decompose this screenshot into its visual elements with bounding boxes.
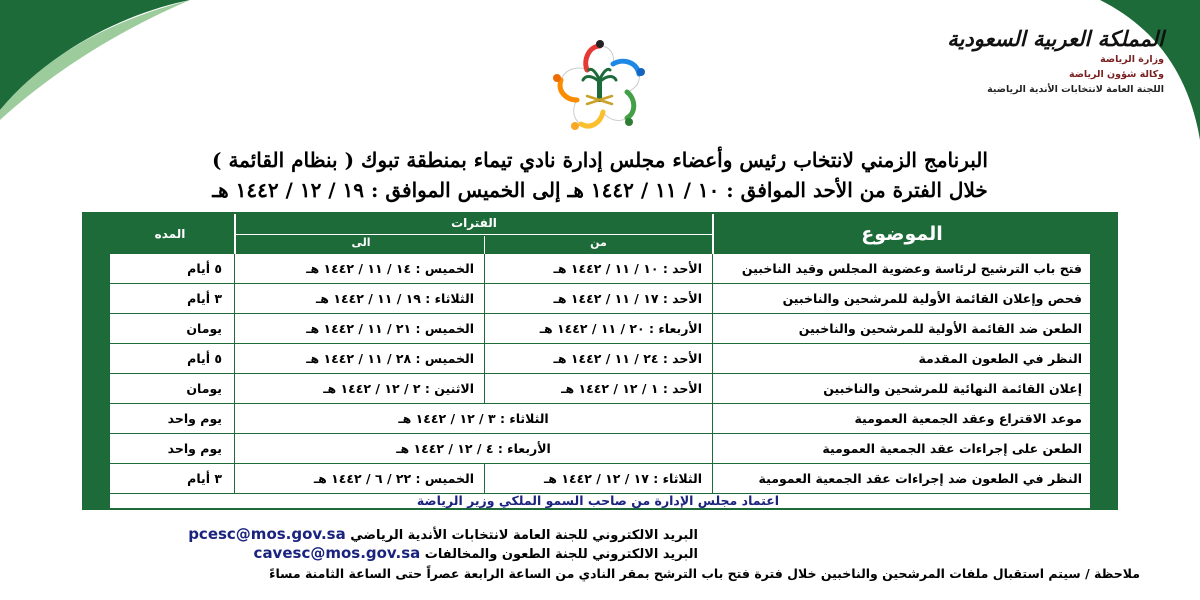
row-duration: يومان (186, 321, 222, 336)
row-duration: يوم واحد (167, 411, 222, 426)
table-row (106, 374, 1090, 404)
header-duration: المده (106, 214, 234, 254)
table-side-band-right (1090, 214, 1116, 508)
row-topic: الطعن على إجراءات عقد الجمعية العمومية (712, 434, 1090, 463)
row-topic: النظر في الطعون ضد إجراءات عقد الجمعية العمومية (712, 464, 1090, 493)
table-row (106, 284, 1090, 314)
footer-note: ملاحظة / سيتم استقبال ملفات المرشحين والناخبين خلال فترة فتح باب الترشح بمقر النادي من الساعة الرابعة عصراً حتى الساعة الثامنة مساءً (269, 566, 1140, 581)
ministry-name: وزارة الرياضة (1100, 54, 1164, 65)
row-from-date: الأربعاء : ٢٠ / ١١ / ١٤٤٢ هـ (484, 314, 712, 343)
decorative-swoosh-left (0, 0, 190, 120)
ministry-logo (545, 38, 655, 138)
schedule-title: البرنامج الزمني لانتخاب رئيس وأعضاء مجلس إدارة نادي تيماء بمنطقة تبوك ( بنظام القائمة ) (212, 148, 988, 172)
row-single-date: الأربعاء : ٤ / ١٢ / ١٤٤٢ هـ (234, 434, 712, 463)
header-periods (234, 214, 712, 254)
footer-email-line-2 (254, 544, 698, 562)
row-duration: ٥ أيام (187, 351, 222, 366)
row-topic: النظر في الطعون المقدمة (712, 344, 1090, 373)
approval-note: اعتماد مجلس الإدارة من صاحب السمو الملكي وزير الرياضة (416, 492, 780, 508)
ministry-header (934, 26, 1164, 97)
row-from-date: الثلاثاء : ١٧ / ١٢ / ١٤٤٢ هـ (484, 464, 712, 493)
row-from-date: الأحد : ٢٤ / ١١ / ١٤٤٢ هـ (484, 344, 712, 373)
header-periods-divider (236, 234, 712, 235)
row-duration: يوم واحد (167, 441, 222, 456)
row-topic: إعلان القائمة النهائية للمرشحين والناخبين (712, 374, 1090, 403)
header-to: الى (351, 236, 371, 249)
table-row (106, 314, 1090, 344)
row-to-date: الاثنين : ٢ / ١٢ / ١٤٤٢ هـ (234, 374, 484, 403)
footer-email-line-1 (188, 525, 698, 543)
row-from-date: الأحد : ١ / ١٢ / ١٤٤٢ هـ (484, 374, 712, 403)
row-topic: فتح باب الترشيح لرئاسة وعضوية المجلس وقيد الناخبين (712, 254, 1090, 283)
row-topic: موعد الاقتراع وعقد الجمعية العمومية (712, 404, 1090, 433)
row-topic: فحص وإعلان القائمة الأولية للمرشحين والناخبين (712, 284, 1090, 313)
row-from-date: الأحد : ١٧ / ١١ / ١٤٤٢ هـ (484, 284, 712, 313)
row-duration: يومان (186, 381, 222, 396)
footer-email-label-1: البريد الالكتروني للجنة العامة لانتخابات الأندية الرياضي (350, 528, 698, 543)
header-topic: الموضوع (712, 214, 1090, 254)
row-to-date: الخميس : ٢١ / ١١ / ١٤٤٢ هـ (234, 314, 484, 343)
row-duration: ٥ أيام (187, 261, 222, 276)
kingdom-name: المملكة العربية السعودية (947, 26, 1164, 51)
row-to-date: الخميس : ١٤ / ١١ / ١٤٤٢ هـ (234, 254, 484, 283)
footer-email-label-2: البريد الالكتروني للجنة الطعون والمخالفات (424, 547, 698, 562)
row-single-date: الثلاثاء : ٣ / ١٢ / ١٤٤٢ هـ (234, 404, 712, 433)
agency-name: وكالة شؤون الرياضة (1068, 69, 1164, 80)
schedule-table (82, 212, 1118, 510)
table-row (106, 344, 1090, 374)
header-from: من (484, 236, 712, 254)
row-to-date: الثلاثاء : ١٩ / ١١ / ١٤٤٢ هـ (234, 284, 484, 313)
row-duration: ٣ أيام (187, 471, 222, 486)
table-row (106, 434, 1090, 464)
table-row (106, 464, 1090, 494)
table-row (106, 254, 1090, 284)
row-duration: ٣ أيام (187, 291, 222, 306)
schedule-period: خلال الفترة من الأحد الموافق : ١٠ / ١١ / ١٤٤٢ هـ إلى الخميس الموافق : ١٩ / ١٢ / ١٤٤٢ هـ (212, 178, 988, 202)
committee-name: اللجنة العامة لانتخابات الأندية الرياضية (987, 84, 1164, 95)
row-to-date: الخميس : ٢٢ / ٦ / ١٤٤٢ هـ (234, 464, 484, 493)
row-to-date: الخميس : ٢٨ / ١١ / ١٤٤٢ هـ (234, 344, 484, 373)
row-from-date: الأحد : ١٠ / ١١ / ١٤٤٢ هـ (484, 254, 712, 283)
email-link-pcesc[interactable]: pcesc@mos.gov.sa (188, 525, 346, 543)
email-link-cavesc[interactable]: cavesc@mos.gov.sa (253, 544, 421, 562)
header-periods-label: الفترات (451, 216, 497, 230)
table-row (106, 404, 1090, 434)
row-topic: الطعن ضد القائمة الأولية للمرشحين والناخبين (712, 314, 1090, 343)
